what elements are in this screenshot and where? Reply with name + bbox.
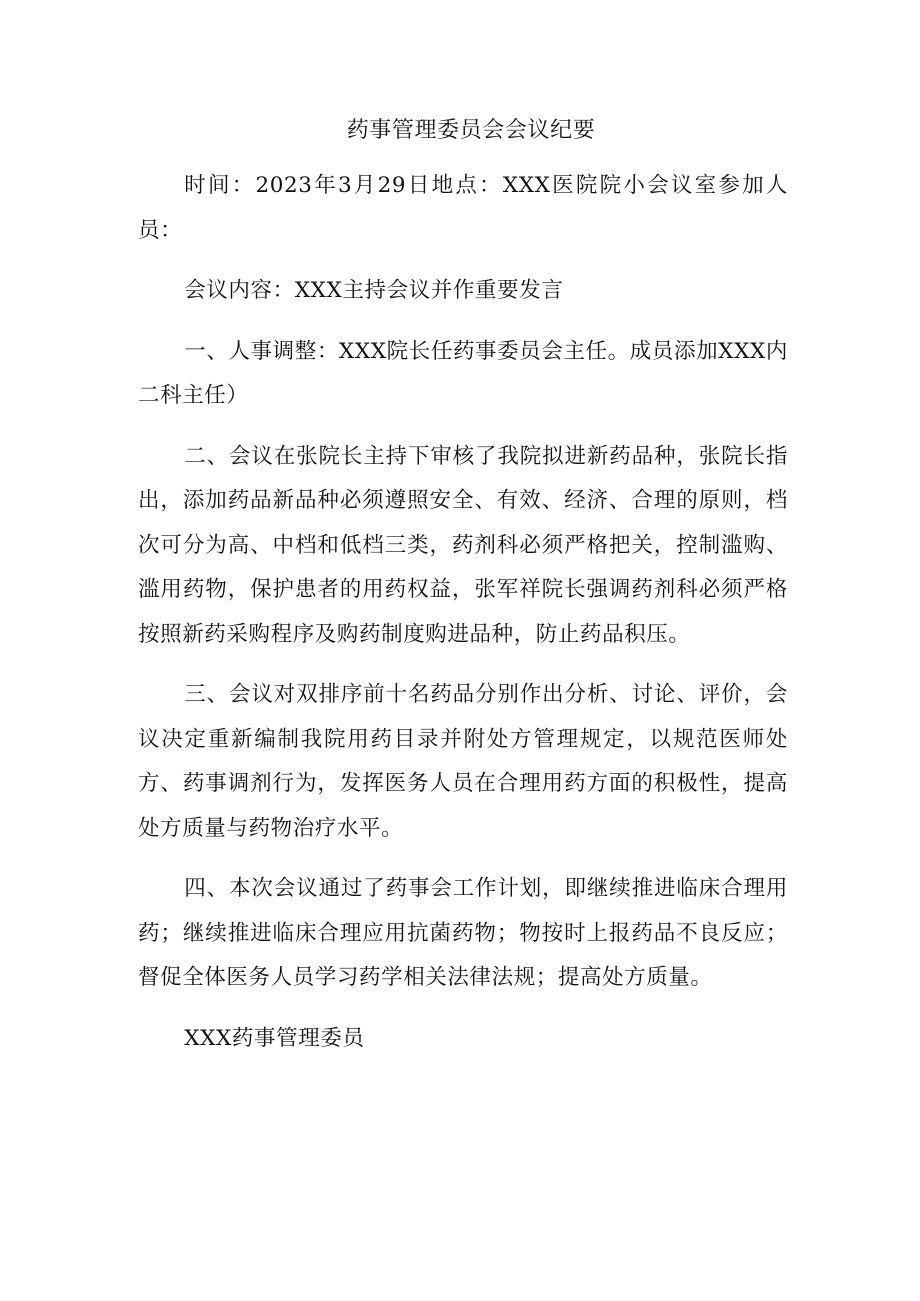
paragraph-spacer: [138, 1001, 788, 1017]
item-2-paragraph: 二、会议在张院长主持下审核了我院拟进新药品种，张院长指出，添加药品新品种必须遵照安全、有效、经济、合理的原则，档次可分为高、中档和低档三类，药剂科必须严格把关，控制滥购、滥用药物，保护患者的用药权益，张军祥院长强调药剂科必须严格按照新药采购程序及购药制度购进品种，防止药品积压。: [138, 443, 788, 647]
title-spacer: [138, 150, 788, 164]
signature-line: XXX药事管理委员: [184, 1025, 365, 1051]
paragraph-spacer: [138, 419, 788, 435]
paragraph-spacer: [138, 314, 788, 330]
paragraph-spacer: [138, 657, 788, 673]
paragraph-spacer: [138, 851, 788, 867]
meeting-content-paragraph: 会议内容：XXX主持会议并作重要发言: [184, 278, 564, 303]
document-body: [138, 112, 788, 1061]
paragraph-spacer: [138, 253, 788, 269]
item-4-paragraph: 四、本次会议通过了药事会工作计划，即继续推进临床合理用药；继续推进临床合理应用抗菌药物；物按时上报药品不良反应；督促全体医务人员学习药学相关法律法规；提高处方质量。: [138, 876, 788, 990]
meeting-info-paragraph: 时间：2023年3月29日地点：XXX医院院小会议室参加人员：: [138, 173, 788, 243]
document-title: 药事管理委员会会议纪要: [346, 118, 596, 143]
item-3-paragraph: 三、会议对双排序前十名药品分别作出分析、讨论、评价，会议决定重新编制我院用药目录并附处方管理规定，以规范医师处方、药事调剂行为，发挥医务人员在合理用药方面的积极性，提高处方质量与药物治疗水平。: [138, 682, 788, 841]
item-1-paragraph: 一、人事调整：XXX院长任药事委员会主任。成员添加XXX内二科主任）: [138, 338, 788, 408]
